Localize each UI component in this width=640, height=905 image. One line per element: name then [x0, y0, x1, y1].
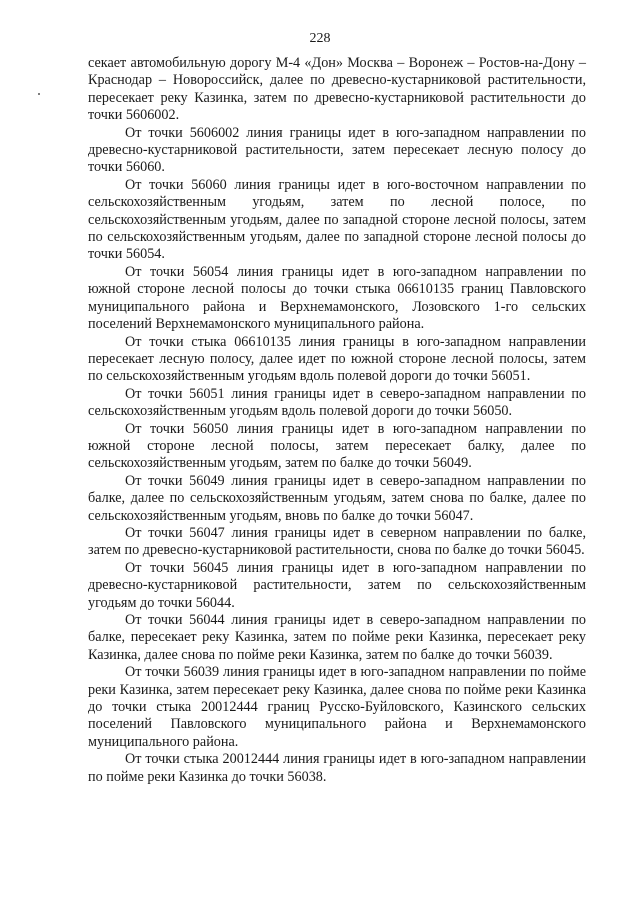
paragraph-9: От точки 56047 линия границы идет в северном направлении по балке, затем по древесно-кустарниковой растительности, снова по балке до точки 56045.	[88, 524, 586, 559]
paragraph-2: От точки 5606002 линия границы идет в юго-западном направлении по древесно-кустарниковой растительности, затем пересекает лесную полосу до точки 56060.	[88, 124, 586, 176]
paragraph-11: От точки 56044 линия границы идет в северо-западном направлении по балке, пересекает реку Казинка, затем по пойме реки Казинка, пересекает реку Казинка, далее снова по пойме реки Казинка, затем по балке до точки 56039.	[88, 612, 586, 663]
paragraph-7: От точки 56050 линия границы идет в юго-западном направлении по южной стороне лесной полосы, затем пересекает балку, далее по сельскохозяйственным угодьям, затем по балке до точки 56049.	[88, 420, 586, 472]
paragraph-8: От точки 56049 линия границы идет в северо-западном направлении по балке, далее по сельскохозяйственным угодьям, затем снова по балке, далее по сельскохозяйственным угодьям, вновь по балке до точки 56047.	[88, 472, 586, 524]
scan-artifact-dot	[38, 93, 40, 95]
paragraph-12: От точки 56039 линия границы идет в юго-западном направлении по пойме реки Казинка, затем пересекает реку Казинка, далее снова по пойме реки Казинка до точки стыка 20012444 границ Русско-Буйловского, Казинского сельских поселений Павловского муниципального района и Верхнемамонского муниципального района.	[88, 664, 586, 750]
paragraph-4: От точки 56054 линия границы идет в юго-западном направлении по южной стороне лесной полосы до точки стыка 06610135 границ Павловского муниципального района и Верхнемамонского, Лозовского 1-го сельских поселений Верхнемамонского муниципального района.	[88, 263, 586, 333]
paragraph-3: От точки 56060 линия границы идет в юго-восточном направлении по сельскохозяйственным угодьям, затем по лесной полосе, по сельскохозяйственным угодьям, далее по западной стороне лесной полосы, затем по сельскохозяйственным угодьям, далее по западной стороне лесной полосы до точки 56054.	[88, 176, 586, 263]
document-body	[88, 55, 586, 786]
paragraph-13: От точки стыка 20012444 линия границы идет в юго-западном направлении по пойме реки Казинка до точки 56038.	[88, 751, 586, 785]
paragraph-6: От точки 56051 линия границы идет в северо-западном направлении по сельскохозяйственным угодьям вдоль полевой дороги до точки 56050.	[88, 385, 586, 420]
page-number: 228	[309, 31, 331, 46]
paragraph-5: От точки стыка 06610135 линия границы в юго-западном направлении пересекает лесную полосу, далее идет по южной стороне лесной полосы, затем по сельскохозяйственным угодьям вдоль полевой дороги до точки 56051.	[88, 333, 586, 385]
paragraph-10: От точки 56045 линия границы идет в юго-западном направлении по древесно-кустарниковой растительности, затем по сельскохозяйственным угодьям до точки 56044.	[88, 559, 586, 611]
paragraph-1: секает автомобильную дорогу М-4 «Дон» Москва – Воронеж – Ростов-на-Дону – Краснодар – Новороссийск, далее по древесно-кустарниковой растительности, пересекает реку Казинка, затем по древесно-кустарниковой растительности до точки 5606002.	[88, 55, 586, 124]
